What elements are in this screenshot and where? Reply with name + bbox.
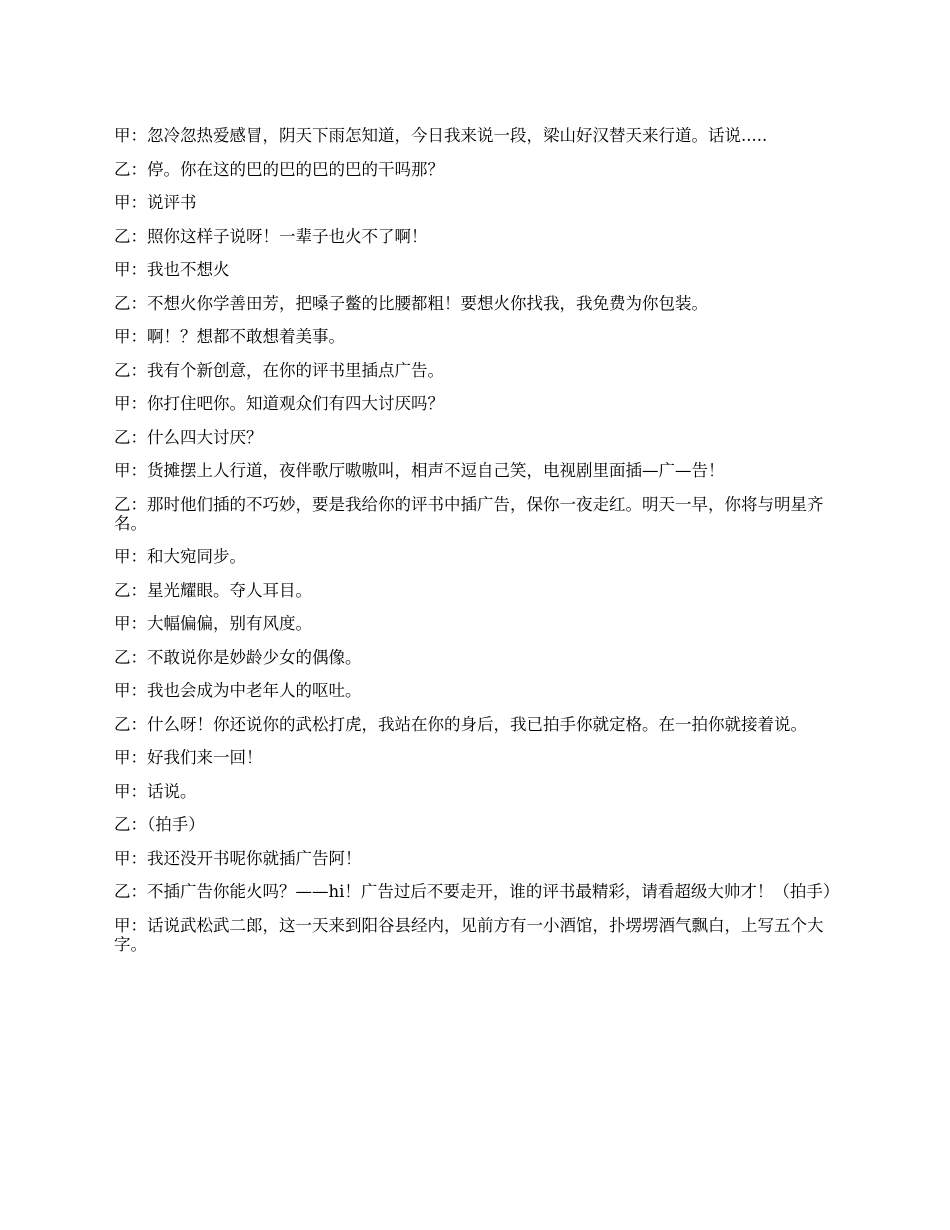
document-body (114, 126, 842, 968)
dialogue-line: 甲：话说武松武二郎，这一天来到阳谷县经内，见前方有一小酒馆，扑塄塄酒气飘白，上写五个大字。 (114, 915, 824, 954)
dialogue-line: 乙：什么四大讨厌？ (114, 427, 263, 447)
dialogue-line: 甲：好我们来一回！ (114, 748, 263, 767)
dialogue-line: 乙：那时他们插的不巧妙，要是我给你的评书中插广告，保你一夜走红。明天一早，你将与明星齐名。 (114, 494, 824, 533)
dialogue-line: 甲：你打住吧你。知道观众们有四大讨厌吗？ (114, 394, 444, 413)
dialogue-line: 甲：货摊摆上人行道，夜伴歌厅嗷嗷叫，相声不逗自己笑，电视剧里面插—广—告！ (114, 461, 725, 480)
dialogue-line: 乙：停。你在这的巴的巴的巴的巴的干吗那？ (114, 159, 444, 179)
dialogue-line: 乙：（拍手） (114, 815, 205, 834)
dialogue-line: 甲：忽冷忽热爱感冒，阴天下雨怎知道，今日我来说一段，梁山好汉替天来行道。话说..... (114, 126, 768, 145)
dialogue-line: 甲：和大宛同步。 (114, 547, 246, 566)
dialogue-line: 甲：话说。 (114, 781, 197, 801)
dialogue-line: 甲：我也会成为中老年人的呕吐。 (114, 681, 362, 700)
dialogue-line: 乙：不插广告你能火吗？——hi！广告过后不要走开，谁的评书最精彩，请看超级大帅才！（拍手） (114, 882, 840, 901)
dialogue-line: 乙：星光耀眼。夺人耳目。 (114, 580, 312, 600)
dialogue-line: 乙：照你这样子说呀！一辈子也火不了啊！ (114, 226, 428, 246)
dialogue-line: 乙：不敢说你是妙龄少女的偶像。 (114, 647, 362, 667)
dialogue-line: 甲：我也不想火 (114, 260, 230, 279)
dialogue-line: 甲：说评书 (114, 193, 197, 212)
dialogue-line: 甲：大幅偏偏，别有风度。 (114, 614, 312, 633)
dialogue-line: 甲：啊！？想都不敢想着美事。 (114, 327, 345, 346)
dialogue-line: 乙：什么呀！你还说你的武松打虎，我站在你的身后，我已拍手你就定格。在一拍你就接着说。 (114, 714, 807, 734)
dialogue-line: 乙：不想火你学善田芳，把嗓子鳖的比腰都粗！要想火你找我，我免费为你包装。 (114, 293, 708, 313)
dialogue-line: 乙：我有个新创意，在你的评书里插点广告。 (114, 360, 444, 380)
dialogue-line: 甲：我还没开书呢你就插广告阿！ (114, 848, 362, 868)
